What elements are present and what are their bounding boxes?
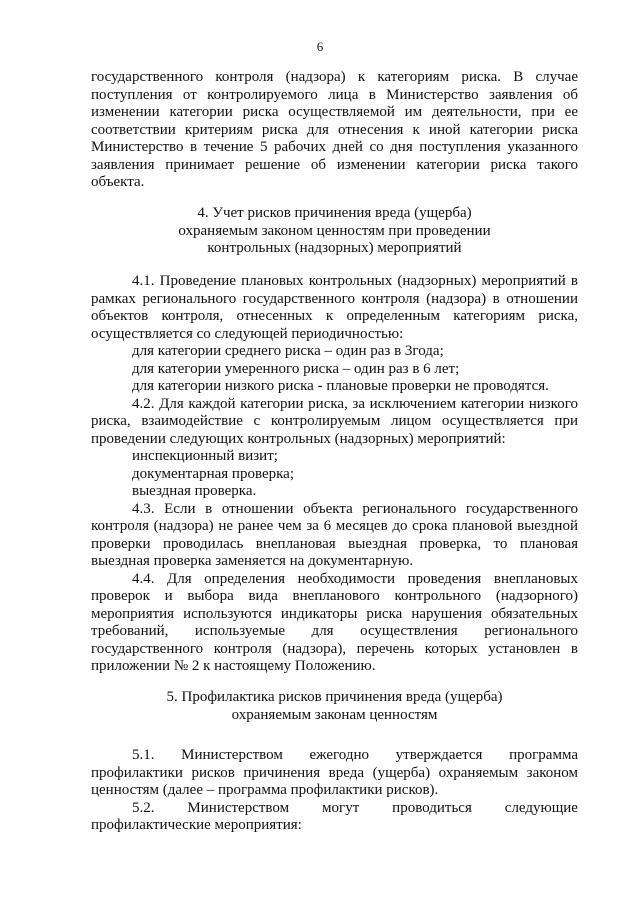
section-5-body bbox=[91, 747, 578, 835]
paragraph-5-2-first-line bbox=[91, 800, 578, 818]
list-item: для категории среднего риска – один раз в 3года; bbox=[132, 343, 444, 359]
paragraph-5-2-word: проводиться bbox=[392, 799, 472, 816]
list-item: выездная проверка. bbox=[132, 483, 257, 499]
paragraph-5-2-tail: профилактические мероприятия: bbox=[91, 817, 302, 833]
section-4-body bbox=[91, 273, 578, 676]
page-number: 6 bbox=[316, 39, 324, 54]
intro-block bbox=[91, 69, 578, 192]
section-5-heading bbox=[91, 689, 578, 724]
paragraph-5-1: 5.1. Министерством ежегодно утверждается программа профилактики рисков причинения вреда (ущерба) охраняемым законом ценностям (далее – программа профилактики рисков). bbox=[91, 747, 578, 798]
section-4-heading bbox=[91, 205, 578, 258]
paragraph-5-2-word: Министерством bbox=[187, 799, 290, 816]
list-item: для категории низкого риска - плановые проверки не проводятся. bbox=[132, 378, 549, 394]
section-5-heading-line: охраняемым законам ценностям bbox=[231, 706, 438, 723]
paragraph-5-2-word: могут bbox=[322, 799, 360, 816]
list-item: инспекционный визит; bbox=[132, 448, 278, 464]
paragraph-4-4: 4.4. Для определения необходимости проведения внеплановых проверок и выбора вида внепланового контрольного (надзорного) мероприятия используются индикаторы риска нарушения обязательных требований, используемые для осуществления регионального государственного контроля (надзора), перечень которых установлен в приложении № 2 к настоящему Положению. bbox=[91, 570, 578, 674]
paragraph-4-1: 4.1. Проведение плановых контрольных (надзорных) мероприятий в рамках регионального государственного контроля (надзора) в отношении объектов контроля, отнесенных к определенным категориям риска, осуществляется со следующей периодичностью: bbox=[91, 273, 578, 342]
list-item: документарная проверка; bbox=[132, 465, 294, 482]
section-4-heading-line: контрольных (надзорных) мероприятий bbox=[207, 240, 462, 256]
section-4-heading-line: охраняемым законом ценностям при проведении bbox=[178, 222, 491, 239]
list-item: для категории умеренного риска – один раз в 6 лет; bbox=[132, 360, 460, 377]
section-5-heading-line: 5. Профилактика рисков причинения вреда (ущерба) bbox=[166, 689, 503, 705]
paragraph-4-3: 4.3. Если в отношении объекта регионального государственного контроля (надзора) не ранее чем за 6 месяцев до срока плановой выездной проверки проводилась внеплановая выездная проверка, то плановая выездная проверка заменяется на документарную. bbox=[91, 500, 578, 569]
intro-paragraph: государственного контроля (надзора) к категориям риска. В случае поступления от контролируемого лица в Министерство заявления об изменении категории риска осуществляемой им деятельности, при ее соответствии критериям риска для отнесения к иной категории риска Министерство в течение 5 рабочих дней со дня поступления указанного заявления принимает решение об изменении категории риска такого объекта. bbox=[91, 69, 578, 190]
paragraph-5-2-word: следующие bbox=[504, 799, 578, 816]
paragraph-5-2-word: 5.2. bbox=[132, 799, 155, 816]
paragraph-4-2: 4.2. Для каждой категории риска, за исключением категории низкого риска, взаимодействие с контролируемым лицом осуществляется при проведении следующих контрольных (надзорных) мероприятий: bbox=[91, 395, 578, 447]
section-4-heading-line: 4. Учет рисков причинения вреда (ущерба) bbox=[197, 205, 472, 221]
